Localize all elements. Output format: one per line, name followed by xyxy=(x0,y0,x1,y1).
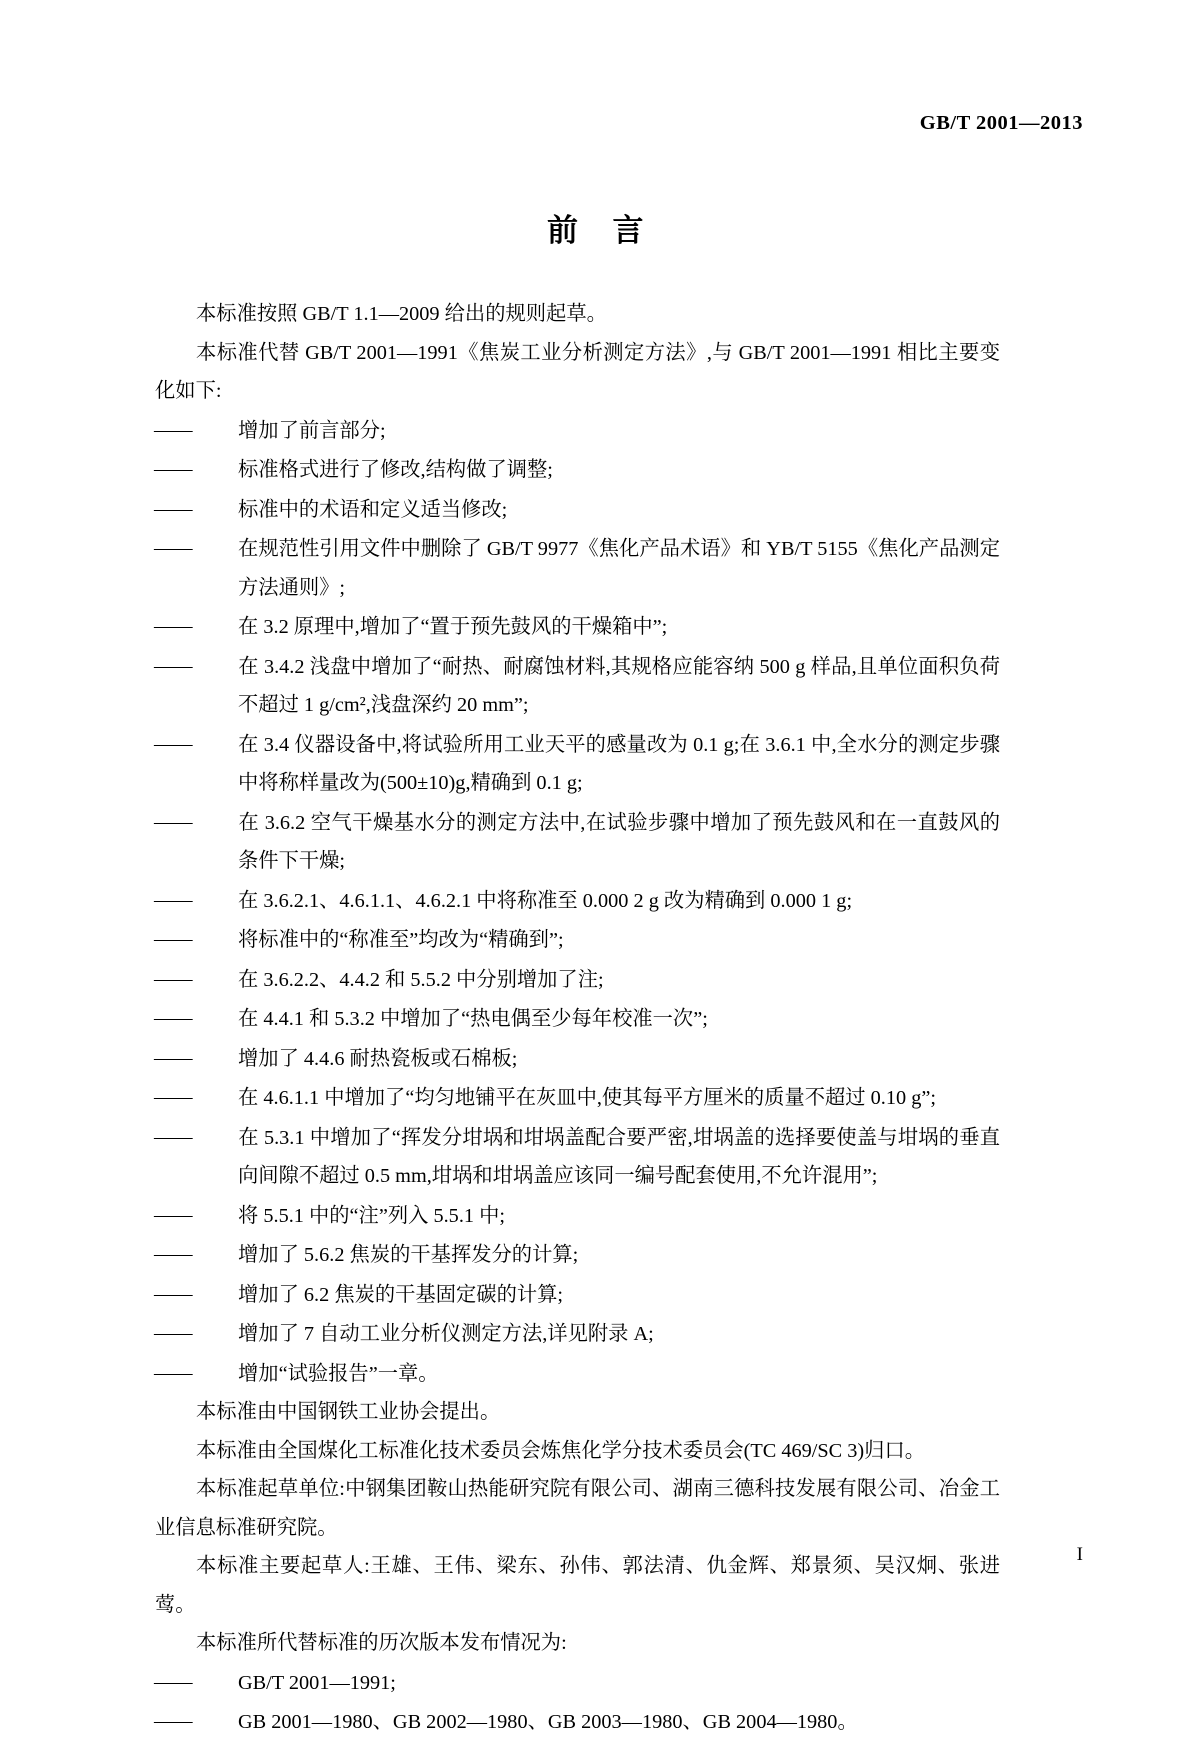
page-title-char-2: 言 xyxy=(612,213,644,248)
em-dash-leader: —— xyxy=(154,810,191,833)
change-item-text: 在 3.2 原理中,增加了“置于预先鼓风的干燥箱中”; xyxy=(238,616,668,638)
em-dash-leader: —— xyxy=(154,497,191,520)
em-dash-leader: —— xyxy=(154,1361,191,1384)
history-item-text: GB/T 2001—1991; xyxy=(238,1671,396,1694)
em-dash-leader: —— xyxy=(154,1203,191,1226)
em-dash-leader: —— xyxy=(154,418,191,441)
em-dash-leader: —— xyxy=(154,1243,191,1265)
change-item-text: 标准中的术语和定义适当修改; xyxy=(238,498,508,521)
change-item-text: 增加“试验报告”一章。 xyxy=(238,1362,439,1385)
page-title-char-1: 前 xyxy=(547,213,579,248)
change-item xyxy=(155,1078,1000,1118)
change-item xyxy=(155,803,1000,881)
change-item-text: 在 3.6.2.1、4.6.1.1、4.6.2.1 中将称准至 0.000 2 g 改为精确到 0.000 1 g; xyxy=(238,889,853,912)
change-item xyxy=(155,1196,1000,1236)
change-item-text: 增加了前言部分; xyxy=(238,419,386,442)
em-dash-leader: —— xyxy=(154,654,191,677)
em-dash-leader: —— xyxy=(154,537,191,559)
change-item-text: 增加了 5.6.2 焦炭的干基挥发分的计算; xyxy=(238,1244,579,1266)
em-dash-leader: —— xyxy=(154,967,191,990)
change-item xyxy=(155,1118,1000,1196)
change-item xyxy=(155,1039,1000,1079)
change-item-text: 标准格式进行了修改,结构做了调整; xyxy=(238,459,553,481)
history-item-text: GB 2001—1980、GB 2002—1980、GB 2003—1980、GB 2004—1980。 xyxy=(238,1711,858,1733)
closing-paragraph: 本标准所代替标准的历次版本发布情况为: xyxy=(196,1632,567,1654)
closing-paragraph: 本标准起草单位:中钢集团鞍山热能研究院有限公司、湖南三德科技发展有限公司、冶金工业信息标准研究院。 xyxy=(155,1478,1000,1539)
change-item xyxy=(155,725,1000,803)
em-dash-leader: —— xyxy=(154,1007,191,1029)
page-number: I xyxy=(1076,1544,1083,1565)
em-dash-leader: —— xyxy=(154,1322,191,1344)
foreword-body xyxy=(155,295,1000,1742)
em-dash-leader: —— xyxy=(154,458,191,480)
change-item-text: 在 5.3.1 中增加了“挥发分坩埚和坩埚盖配合要严密,坩埚盖的选择要使盖与坩埚的垂直向间隙不超过 0.5 mm,坩埚和坩埚盖应该同一编号配套使用,不允许混用”; xyxy=(238,1126,1000,1187)
change-item-text: 在 4.6.1.1 中增加了“均匀地铺平在灰皿中,使其每平方厘米的质量不超过 0.10 g”; xyxy=(238,1087,936,1109)
change-item-text: 在 3.4.2 浅盘中增加了“耐热、耐腐蚀材料,其规格应能容纳 500 g 样品,且单位面积负荷不超过 1 g/cm²,浅盘深约 20 mm”; xyxy=(238,655,1000,716)
change-item-text: 在 3.4 仪器设备中,将试验所用工业天平的感量改为 0.1 g;在 3.6.1 中,全水分的测定步骤中将称样量改为(500±10)g,精确到 0.1 g; xyxy=(238,733,1000,794)
history-item xyxy=(155,1663,1000,1703)
em-dash-leader: —— xyxy=(154,1046,191,1069)
closing-paragraph: 本标准由全国煤化工标准化技术委员会炼焦化学分技术委员会(TC 469/SC 3)归口。 xyxy=(196,1439,926,1462)
closing-paragraph: 本标准由中国钢铁工业协会提出。 xyxy=(196,1401,501,1423)
change-item-text: 增加了 7 自动工业分析仪测定方法,详见附录 A; xyxy=(238,1323,654,1345)
change-item xyxy=(155,529,1000,607)
em-dash-leader: —— xyxy=(154,1710,191,1732)
change-item xyxy=(155,881,1000,921)
change-item-text: 在 4.4.1 和 5.3.2 中增加了“热电偶至少每年校准一次”; xyxy=(238,1008,708,1030)
running-header-standard-code: GB/T 2001—2013 xyxy=(919,112,1083,134)
change-item-text: 在 3.6.2 空气干燥基水分的测定方法中,在试验步骤中增加了预先鼓风和在一直鼓风的条件下干燥; xyxy=(238,811,1000,872)
em-dash-leader: —— xyxy=(154,732,191,755)
page-title xyxy=(0,205,1191,250)
em-dash-leader: —— xyxy=(154,1670,191,1693)
change-item xyxy=(155,647,1000,725)
change-item-text: 将标准中的“称准至”均改为“精确到”; xyxy=(238,929,564,951)
em-dash-leader: —— xyxy=(154,1125,191,1148)
intro-paragraph-2: 本标准代替 GB/T 2001—1991《焦炭工业分析测定方法》,与 GB/T 2001—1991 相比主要变化如下: xyxy=(155,341,1000,402)
change-item xyxy=(155,1275,1000,1315)
change-item xyxy=(155,607,1000,647)
change-item xyxy=(155,450,1000,490)
em-dash-leader: —— xyxy=(154,1282,191,1305)
change-item xyxy=(155,999,1000,1039)
em-dash-leader: —— xyxy=(154,888,191,911)
change-item-text: 增加了 4.4.6 耐热瓷板或石棉板; xyxy=(238,1047,518,1070)
change-item xyxy=(155,920,1000,960)
change-item xyxy=(155,411,1000,451)
history-item xyxy=(155,1702,1000,1742)
intro-paragraph-1: 本标准按照 GB/T 1.1—2009 给出的规则起草。 xyxy=(196,303,607,325)
change-item xyxy=(155,1354,1000,1394)
em-dash-leader: —— xyxy=(154,928,191,950)
change-item-text: 在 3.6.2.2、4.4.2 和 5.5.2 中分别增加了注; xyxy=(238,968,604,991)
em-dash-leader: —— xyxy=(154,615,191,637)
change-item-text: 在规范性引用文件中删除了 GB/T 9977《焦化产品术语》和 YB/T 5155《焦化产品测定方法通则》; xyxy=(238,538,1000,599)
change-item-text: 增加了 6.2 焦炭的干基固定碳的计算; xyxy=(238,1283,564,1306)
change-item xyxy=(155,1314,1000,1354)
change-item xyxy=(155,490,1000,530)
change-item xyxy=(155,1235,1000,1275)
change-item-text: 将 5.5.1 中的“注”列入 5.5.1 中; xyxy=(238,1204,506,1227)
closing-paragraph: 本标准主要起草人:王雄、王伟、梁东、孙伟、郭法清、仇金辉、郑景须、吴汉炯、张进莺。 xyxy=(155,1555,1000,1616)
change-item xyxy=(155,960,1000,1000)
em-dash-leader: —— xyxy=(154,1086,191,1108)
